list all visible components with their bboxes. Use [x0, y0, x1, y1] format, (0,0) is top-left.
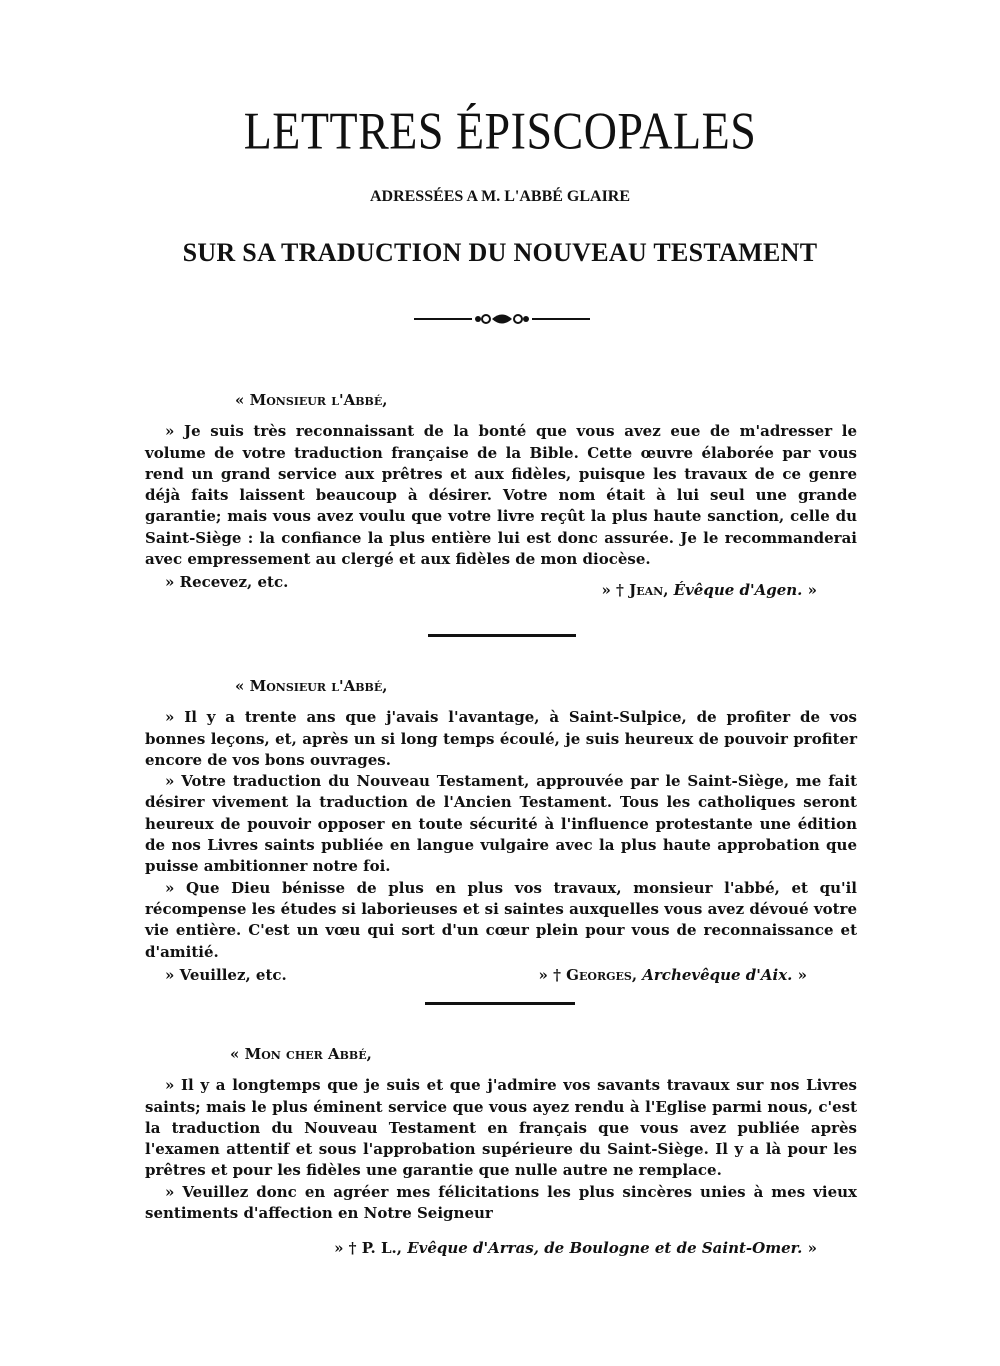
signature-row: [145, 1238, 857, 1262]
signature-suffix: »: [802, 581, 817, 600]
signature-office: Evêque d'Arras, de Boulogne et de Saint-Omer.: [407, 1239, 803, 1258]
letter-signature: » † Georges, Archevêque d'Aix. »: [538, 965, 807, 984]
signature-suffix: »: [802, 1239, 817, 1258]
letter-closing: » Veuillez, etc.: [165, 965, 287, 984]
signature-suffix: »: [792, 965, 807, 984]
signature-name: Georges: [566, 965, 632, 984]
letter-signature: [334, 1238, 817, 1259]
section-divider: [425, 1002, 575, 1005]
signature-office: Évêque d'Agen.: [673, 581, 803, 600]
letter-2: [145, 676, 857, 989]
signature-prefix: » †: [538, 965, 567, 984]
signature-name: Jean: [629, 581, 664, 600]
letter-salutation: « Monsieur l'Abbé,: [235, 677, 388, 695]
letter-paragraph: » Veuillez donc en agréer mes félicitations les plus sincères unies à mes vieux sentiments d'affection en Notre Seigneur: [145, 1182, 857, 1223]
letter-paragraph: » Que Dieu bénisse de plus en plus vos travaux, monsieur l'abbé, et qu'il récompense les études si laborieuses et si saintes auxquelles vous avez dévoué votre vie entière. C'est un vœu qui sort d'un cœur plein pour vous de reconnaissance et d'amitié.: [145, 878, 857, 961]
signature-row: [145, 965, 857, 989]
letter-3: [145, 1044, 857, 1262]
page-heading: SUR SA TRADUCTION DU NOUVEAU TESTAMENT: [182, 238, 818, 267]
letter-paragraph: » Il y a trente ans que j'avais l'avantage, à Saint-Sulpice, de profiter de vos bonnes leçons, et, après un si long temps écoulé, je suis heureux de pouvoir profiter encore de vos bons ouvrages.: [145, 708, 857, 769]
letter-salutation: « Monsieur l'Abbé,: [235, 391, 388, 409]
signature-prefix: » †: [334, 1239, 362, 1258]
letter-paragraph: » Il y a longtemps que je suis et que j'admire vos savants travaux sur nos Livres saints; mais le plus éminent service que vous ayez rendu à l'Eglise parmi nous, c'est la traduction du Nouveau Testament en français que vous avez publiée après l'examen attentif et sous l'approbation supérieure du Saint-Siège. Il y a là pour les prêtres et pour les fidèles une garantie que nulle autre ne remplace.: [145, 1076, 857, 1180]
section-divider: [428, 634, 576, 637]
page-subtitle: ADRESSÉES A M. L'ABBÉ GLAIRE: [369, 188, 631, 205]
signature-office: Archevêque d'Aix.: [642, 965, 793, 984]
page-title: LETTRES ÉPISCOPALES: [243, 101, 757, 160]
ornament-divider-icon: [412, 310, 592, 328]
letter-1: [145, 390, 857, 600]
signature-row: [145, 572, 857, 600]
letter-paragraph: » Votre traduction du Nouveau Testament, approuvée par le Saint-Siège, me fait désirer vivement la traduction de l'Ancien Testament. Tous les catholiques seront heureux de pouvoir opposer en toute sécurité à l'influence protestante une édition de nos Livres saints publiée en langue vulgaire avec la plus haute approbation que puisse ambitionner notre foi.: [145, 772, 857, 876]
letter-paragraph: » Je suis très reconnaissant de la bonté que vous avez eue de m'adresser le volume de votre traduction française de la Bible. Cette œuvre élaborée par vous rend un grand service aux prêtres et aux fidèles, puisque les travaux de ce genre déjà faits laissent beaucoup à désirer. Votre nom était à lui seul une grande garantie; mais vous avez voulu que votre livre reçût la plus haute sanction, celle du Saint-Siège : la confiance la plus entière lui est donc assurée. Je le recommanderai avec empressement au clergé et aux fidèles de mon diocèse.: [145, 422, 857, 569]
letter-salutation: « Mon cher Abbé,: [230, 1045, 372, 1063]
signature-name: P. L.,: [361, 1239, 402, 1258]
letter-signature: » † Jean, Évêque d'Agen. »: [601, 581, 817, 600]
signature-prefix: » †: [601, 581, 630, 600]
letter-closing: » Recevez, etc.: [165, 573, 289, 592]
